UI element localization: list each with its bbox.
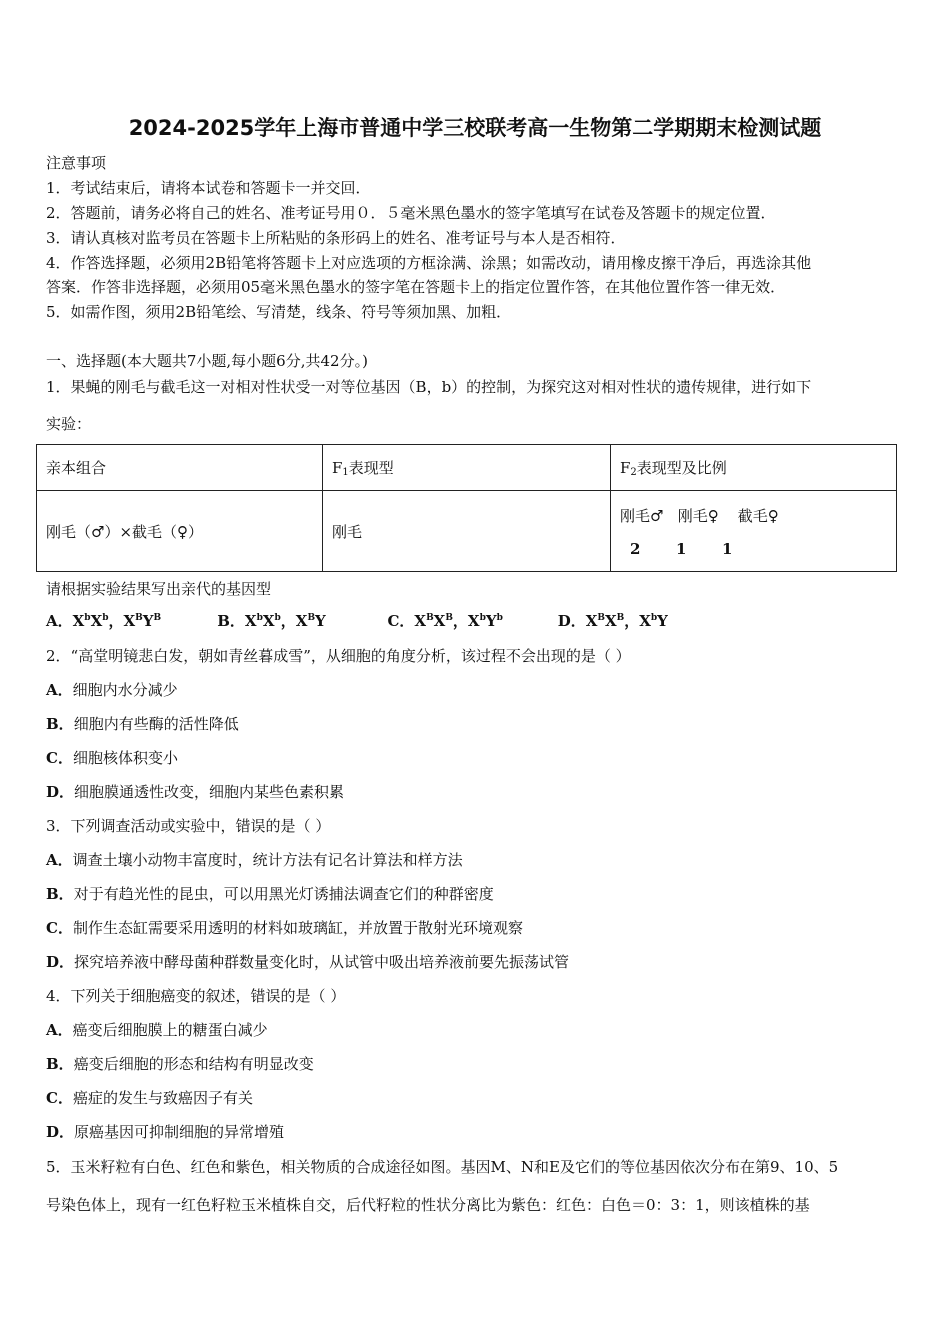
header-f2: $F_2$表现型及比例: [611, 445, 897, 491]
q4-option-c[interactable]: C．癌症的发生与致癌因子有关: [46, 1089, 253, 1107]
notice-item: 4．作答选择题，必须用2B铅笔将答题卡上对应选项的方框涂满、涂黑；如需改动，请用橡皮擦干净后，再选涂其他: [46, 254, 812, 272]
notice-heading: 注意事项: [46, 154, 107, 172]
notice-item: 3．请认真核对监考员在答题卡上所粘贴的条形码上的姓名、准考证号与本人是否相符．: [46, 229, 626, 247]
table-row: [37, 491, 897, 572]
q4-option-a[interactable]: A．癌变后细胞膜上的糖蛋白减少: [46, 1021, 268, 1039]
q3-option-a[interactable]: A．调查土壤小动物丰富度时，统计方法有记名计算法和样方法: [46, 851, 463, 869]
q1-option-d[interactable]: D．XBXB，XbY: [557, 612, 668, 630]
q2-option-c[interactable]: C．细胞核体积变小: [46, 749, 178, 767]
q4-option-b[interactable]: B．癌变后细胞的形态和结构有明显改变: [46, 1055, 314, 1073]
q3-option-d[interactable]: D．探究培养液中酵母菌种群数量变化时，从试管中吸出培养液前要先振荡试管: [46, 953, 570, 971]
section-heading: 一、选择题(本大题共7小题,每小题6分,共42分。): [46, 352, 368, 370]
q1-option-c[interactable]: C．XBXB，XbYb: [387, 612, 503, 630]
cell-parent: 刚毛（♂）×截毛（♀）: [37, 491, 323, 572]
header-f1: $F_1$表现型: [323, 445, 611, 491]
q4-option-d[interactable]: D．原癌基因可抑制细胞的异常增殖: [46, 1123, 285, 1141]
notice-item: 1．考试结束后，请将本试卷和答题卡一并交回．: [46, 179, 371, 197]
q4-stem: 4．下列关于细胞癌变的叙述，错误的是（ ）: [46, 987, 346, 1005]
q3-option-c[interactable]: C．制作生态缸需要采用透明的材料如玻璃缸，并放置于散射光环境观察: [46, 919, 523, 937]
q2-option-a[interactable]: A．细胞内水分减少: [46, 681, 178, 699]
table-header-row: [37, 445, 897, 491]
cell-f2: 刚毛♂ 刚毛♀ 截毛♀ 2 1 1: [611, 491, 897, 572]
q1-option-a[interactable]: A．XbXb，XBYB: [46, 612, 162, 630]
cell-f1: 刚毛: [323, 491, 611, 572]
q1-prompt: 请根据实验结果写出亲代的基因型: [46, 580, 272, 598]
q1-experiment-table: [36, 444, 897, 572]
header-parent: 亲本组合: [37, 445, 323, 491]
q2-option-b[interactable]: B．细胞内有些酶的活性降低: [46, 715, 239, 733]
notice-item: 答案．作答非选择题，必须用05毫米黑色墨水的签字笔在答题卡上的指定位置作答，在其他位置作答一律无效．: [46, 278, 786, 296]
notice-item: 5．如需作图，须用2B铅笔绘、写清楚，线条、符号等须加黑、加粗．: [46, 303, 512, 321]
q2-stem: 2．“高堂明镜悲白发，朝如青丝暮成雪”，从细胞的角度分析，该过程不会出现的是（ ）: [46, 647, 631, 665]
q1-stem: 1．果蝇的刚毛与截毛这一对相对性状受一对等位基因（B，b）的控制，为探究这对相对性状的遗传规律，进行如下: [46, 378, 812, 396]
notice-item: 2．答题前，请务必将自己的姓名、准考证号用０．５毫米黑色墨水的签字笔填写在试卷及答题卡的规定位置．: [46, 204, 776, 222]
q3-stem: 3．下列调查活动或实验中，错误的是（ ）: [46, 817, 331, 835]
q1-stem-continued: 实验：: [46, 415, 92, 433]
q5-stem: 5．玉米籽粒有白色、红色和紫色，相关物质的合成途径如图。基因M、N和E及它们的等位基因依次分布在第9、10、5: [46, 1158, 839, 1176]
q5-stem-continued: 号染色体上，现有一红色籽粒玉米植株自交，后代籽粒的性状分离比为紫色：红色：白色＝0：3：1，则该植株的基: [46, 1196, 810, 1214]
q1-option-b[interactable]: B．XbXb，XBY: [217, 612, 326, 630]
q3-option-b[interactable]: B．对于有趋光性的昆虫，可以用黑光灯诱捕法调查它们的种群密度: [46, 885, 494, 903]
f2-ratio: 2 1 1: [630, 539, 733, 558]
q2-option-d[interactable]: D．细胞膜通透性改变，细胞内某些色素积累: [46, 783, 345, 801]
q1-options: [46, 610, 668, 631]
page-title: 2024-2025学年上海市普通中学三校联考高一生物第二学期期末检测试题: [128, 116, 822, 140]
